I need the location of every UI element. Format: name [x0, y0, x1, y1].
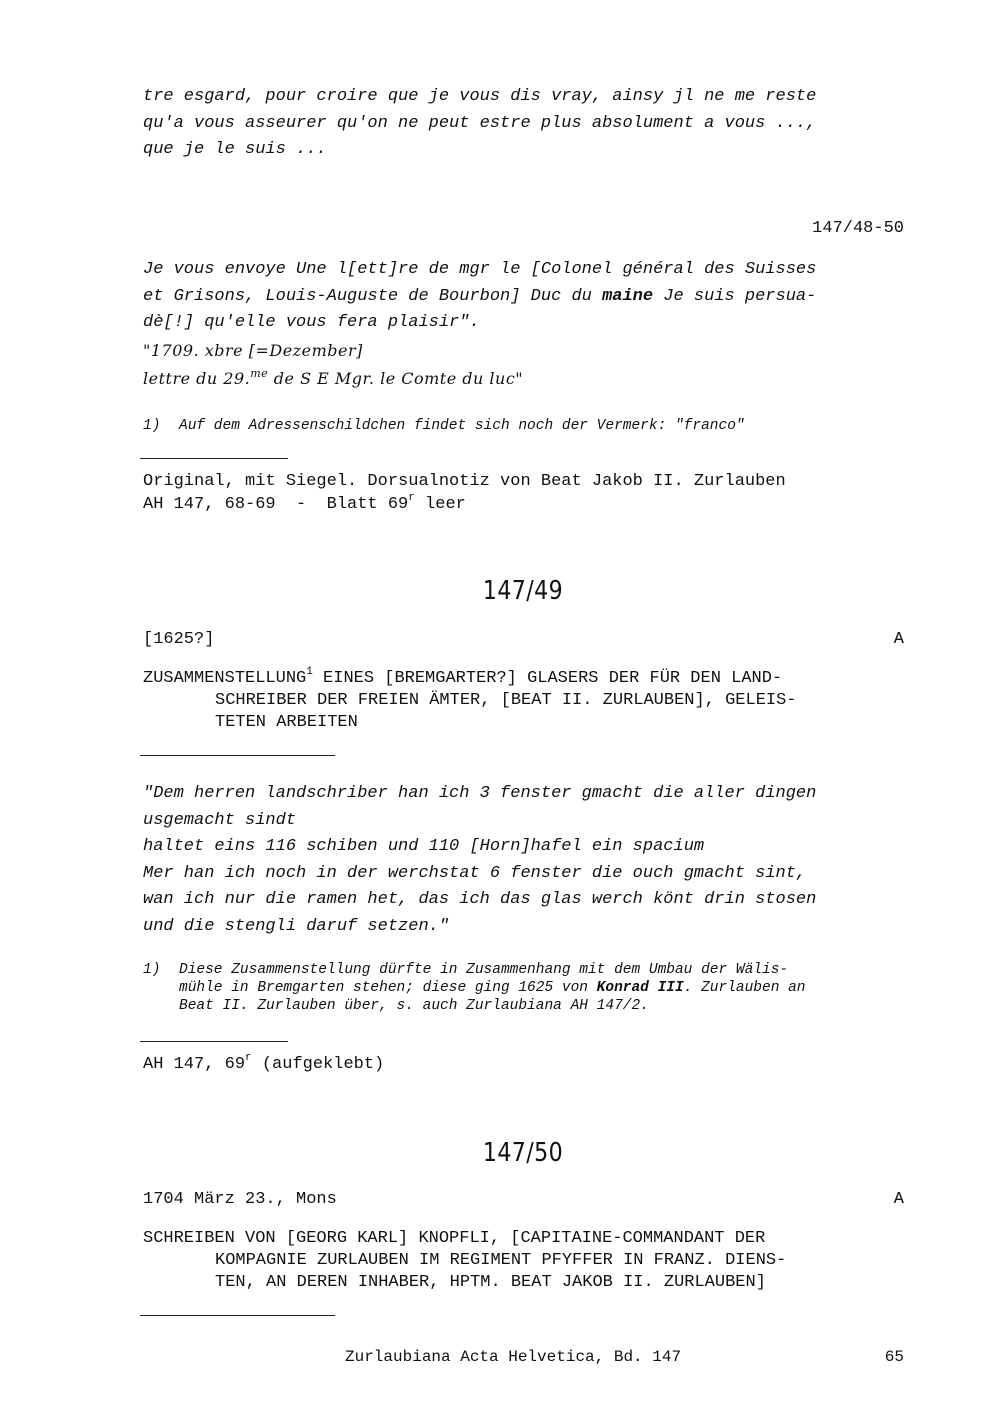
document-title: ZUSAMMENSTELLUNG$^1$ EINES [BREMGARTER?] GLASERS DER FÜR DEN LAND- SCHREIBER DER FREIEN ÄMTER, [BEAT II. ZURLAUBEN], GELEIS- TETEN ARBEITEN	[143, 666, 797, 732]
document-type: A	[893, 1190, 904, 1209]
document-title: SCHREIBEN VON [GEORG KARL] KNOPFLI, [CAPITAINE-COMMANDANT DER KOMPAGNIE ZURLAUBEN IM REGIMENT PFYFFER IN FRANZ. DIENS- TEN, AN DEREN INHABER, HPTM. BEAT JAKOB II. ZURLAUBEN]	[143, 1229, 787, 1292]
text-line: haltet eins 116 schiben und 110 [Horn]hafel ein spacium	[143, 837, 705, 856]
text-line: que je le suis ...	[143, 140, 327, 159]
handwritten-note: lettre du 29.$^{me}$ de S E Mgr. le Comte du luc"	[143, 366, 524, 388]
page-number: 65	[884, 1348, 904, 1366]
text-line: AH 147, 68-69 - Blatt 69$^r$ leer	[143, 492, 466, 514]
text-line: tre esgard, pour croire que je vous dis vray, ainsy jl ne me reste	[143, 87, 817, 106]
source-note: AH 147, 69$^r$ (aufgeklebt)	[143, 1052, 385, 1074]
text-line: qu'a vous asseurer qu'on ne peut estre plus absolument a vous ...,	[143, 113, 817, 133]
text-line: "Dem herren landschriber han ich 3 fenster gmacht die aller dingen	[143, 784, 817, 803]
bold-name: maine	[602, 286, 654, 306]
text-line: et Grisons, Louis-Auguste de Bourbon] Duc du maine Je suis persua-	[143, 286, 817, 306]
text-line: usgemacht sindt	[143, 810, 297, 830]
publication-title: Zurlaubiana Acta Helvetica, Bd. 147	[345, 1348, 682, 1366]
document-number: 147/49	[482, 576, 564, 606]
text-line: wan ich nur die ramen het, das ich das glas werch könt drin stosen	[143, 890, 817, 909]
document-type: A	[893, 630, 904, 649]
title-divider	[140, 755, 335, 756]
text-line: Original, mit Siegel. Dorsualnotiz von Beat Jakob II. Zurlauben	[143, 472, 786, 491]
text-line: dè[!] qu'elle vous fera plaisir".	[143, 313, 480, 332]
document-date: [1625?]	[143, 630, 215, 649]
footnote-divider	[140, 458, 288, 459]
document-date: 1704 März 23., Mons	[143, 1190, 337, 1209]
source-note	[143, 470, 786, 516]
handwritten-note: "1709. xbre [=Dezember]	[143, 341, 363, 360]
reference-label: 147/48-50	[812, 219, 904, 238]
footnote-divider	[140, 1041, 288, 1042]
title-divider	[140, 1315, 335, 1316]
letter-continuation	[143, 84, 816, 164]
footnote: 1) Auf dem Adressenschildchen findet sich noch der Vermerk: "franco"	[143, 418, 745, 434]
text-line: Je vous envoye Une l[ett]re de mgr le [Colonel général des Suisses	[143, 260, 817, 279]
footnote: 1) Diese Zusammenstellung dürfte in Zusammenhang mit dem Umbau der Wälis- mühle in Bremgarten stehen; diese ging 1625 von Konrad III. Zurlauben an Beat II. Zurlauben über, s. auch Zurlaubiana AH 147/2.	[143, 962, 806, 1014]
document-number: 147/50	[482, 1138, 564, 1168]
quoted-note	[143, 257, 816, 337]
text-line: und die stengli daruf setzen."	[143, 916, 450, 936]
text-line: Mer han ich noch in der werchstat 6 fenster die ouch gmacht sint,	[143, 863, 807, 883]
document-body	[143, 781, 816, 940]
